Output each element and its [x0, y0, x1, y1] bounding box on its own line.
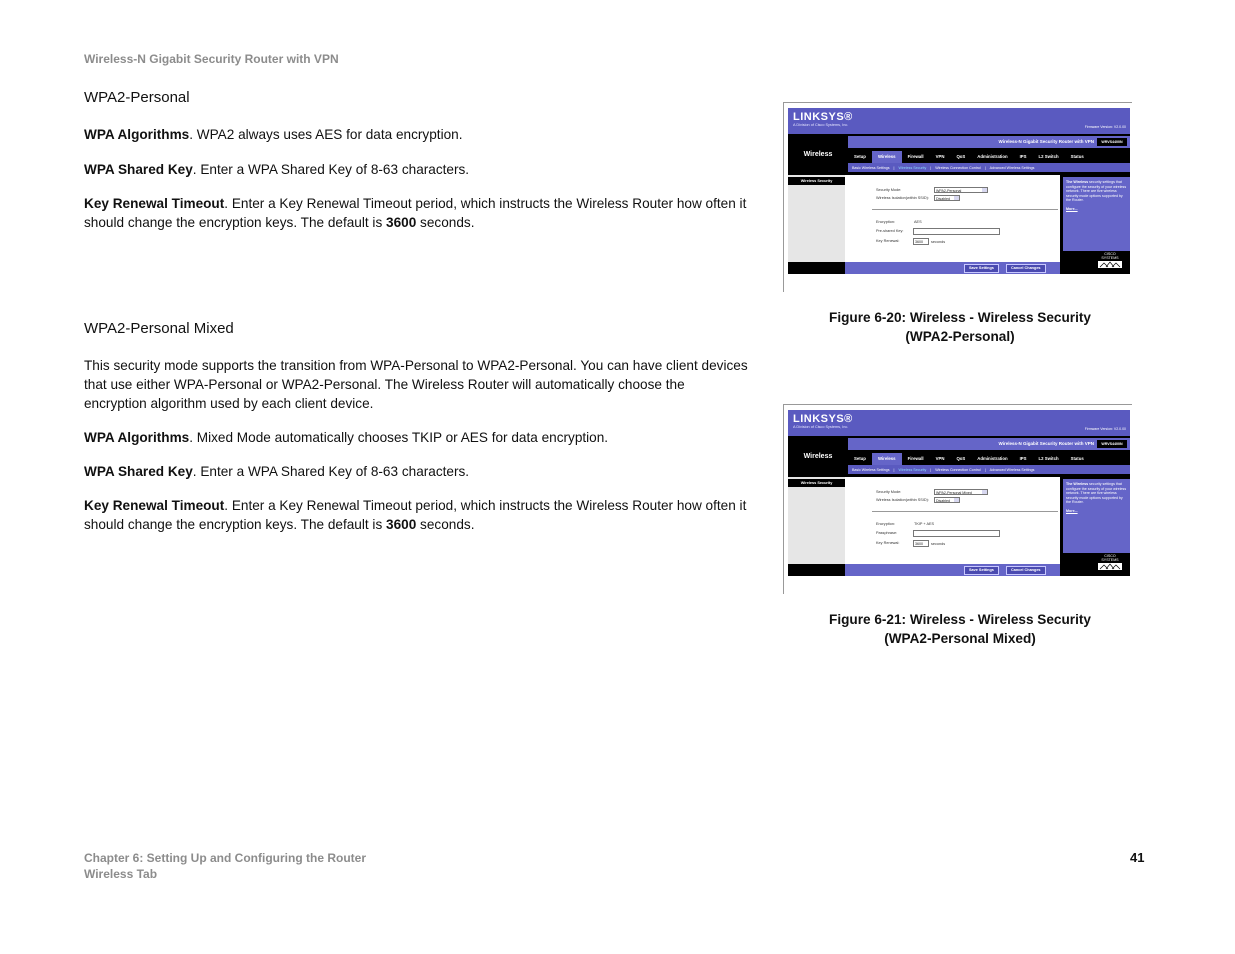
paragraph-intro: This security mode supports the transition from WPA-Personal to WPA2-Personal. You can have client devices that use either WPA-Personal or WPA2-Personal. The Wireless Router will automatically choose the encryption algorithm used by each client device. — [84, 358, 748, 411]
figure-caption-6-21 — [810, 610, 1110, 648]
cisco-logo — [1096, 252, 1124, 268]
section-label: Wireless — [803, 453, 833, 460]
page-number: 41 — [1130, 850, 1145, 865]
cisco-label: CISCO SYSTEMS — [1101, 252, 1119, 260]
firmware-version: Firmware Version: V2.0.00 — [1084, 427, 1126, 431]
separator: | — [893, 165, 895, 170]
paragraph-text: . Enter a Key Renewal Timeout period, which instructs the Wireless Router how often it should change the encryption keys. The default is — [84, 498, 747, 532]
encryption-label: Encryption: — [876, 220, 895, 224]
tab-setup[interactable]: Setup — [854, 456, 866, 461]
paragraph-wpa-algorithms — [84, 125, 749, 144]
help-text: security settings that configure the security of your wireless network. There are five wireless security mode options supported by the Router. — [1066, 482, 1127, 505]
save-settings-button[interactable]: Save Settings — [964, 264, 999, 273]
tab-administration[interactable]: Administration — [977, 456, 1008, 461]
figure-caption-6-20 — [810, 308, 1110, 346]
passphrase-input[interactable] — [913, 530, 1000, 537]
key-renewal-label: Key Renewal: — [876, 541, 900, 545]
term: Key Renewal Timeout — [84, 498, 225, 513]
paragraph-text: . Enter a WPA Shared Key of 8-63 characters. — [192, 162, 470, 177]
tab-wireless[interactable]: Wireless — [872, 453, 902, 465]
caption-line: (WPA2-Personal) — [905, 329, 1015, 344]
default-value: 3600 — [386, 215, 417, 230]
caption-line: (WPA2-Personal Mixed) — [884, 631, 1036, 646]
footer — [84, 850, 366, 882]
subtab-basic-wireless[interactable]: Basic Wireless Settings — [852, 165, 890, 170]
isolation-select[interactable]: Disabled — [934, 497, 960, 503]
sub-tabs — [848, 465, 1130, 474]
separator: | — [930, 467, 932, 472]
tab-setup[interactable]: Setup — [854, 154, 866, 159]
help-panel — [1063, 479, 1130, 553]
tab-status[interactable]: Status — [1070, 154, 1084, 159]
passphrase-label: Passphrase: — [876, 531, 898, 535]
help-more-link[interactable]: More... — [1066, 206, 1078, 211]
router-ui-screenshot — [788, 410, 1130, 576]
tab-ips[interactable]: IPS — [1019, 456, 1027, 461]
section-title-wpa2-personal-mixed: WPA2-Personal Mixed — [84, 320, 234, 337]
isolation-label: Wireless Isolation(within SSID): — [876, 196, 929, 200]
help-panel — [1063, 177, 1130, 251]
cisco-bridge-icon — [1098, 563, 1122, 570]
separator: | — [984, 165, 986, 170]
paragraph-text: seconds. — [416, 517, 475, 532]
paragraph-key-renewal — [84, 194, 749, 232]
paragraph-text: . Enter a Key Renewal Timeout period, which instructs the Wireless Router how often it should change the encryption keys. The default is — [84, 196, 747, 230]
left-column — [788, 175, 845, 262]
cancel-changes-button[interactable]: Cancel Changes — [1006, 566, 1046, 575]
help-title: The Wireless — [1066, 180, 1089, 184]
help-text: security settings that configure the security of your wireless network. There are five wireless security mode options supported by the Router. — [1066, 180, 1127, 203]
tab-firewall[interactable]: Firewall — [907, 154, 924, 159]
left-column — [788, 477, 845, 564]
caption-line: Figure 6-20: Wireless - Wireless Security — [829, 310, 1091, 325]
subtab-wireless-security[interactable]: Wireless Security — [898, 467, 927, 472]
term: Key Renewal Timeout — [84, 196, 225, 211]
footer-chapter: Chapter 6: Setting Up and Configuring the Router — [84, 851, 366, 865]
subtab-wireless-security[interactable]: Wireless Security — [898, 165, 927, 170]
encryption-value: AES — [914, 220, 922, 224]
paragraph-wpa-algorithms — [84, 428, 749, 447]
save-settings-button[interactable]: Save Settings — [964, 566, 999, 575]
help-more-link[interactable]: More... — [1066, 508, 1078, 513]
paragraph-text: . Enter a WPA Shared Key of 8-63 characters. — [192, 464, 470, 479]
tab-vpn[interactable]: VPN — [935, 154, 945, 159]
model-number: WRVS4400N — [1097, 138, 1127, 146]
tab-vpn[interactable]: VPN — [935, 456, 945, 461]
bottom-left — [788, 262, 845, 274]
term: WPA Algorithms — [84, 430, 190, 445]
divider — [872, 209, 1058, 210]
security-mode-label: Security Mode: — [876, 188, 902, 192]
preshared-key-label: Pre-shared Key: — [876, 229, 904, 233]
tab-status[interactable]: Status — [1070, 456, 1084, 461]
paragraph-wpa-shared-key — [84, 462, 749, 481]
security-mode-select[interactable]: WPA2-Personal — [934, 187, 988, 193]
separator: | — [984, 467, 986, 472]
default-value: 3600 — [386, 517, 417, 532]
term: WPA Shared Key — [84, 162, 193, 177]
key-renewal-input[interactable]: 3600 — [913, 238, 929, 245]
paragraph-key-renewal — [84, 496, 749, 534]
linksys-logo: LINKSYS® — [793, 413, 853, 425]
paragraph-wpa-shared-key — [84, 160, 749, 179]
key-renewal-input[interactable]: 3600 — [913, 540, 929, 547]
router-ui-screenshot — [788, 108, 1130, 274]
paragraph-text: . Mixed Mode automatically chooses TKIP or AES for data encryption. — [189, 430, 609, 445]
term: WPA Algorithms — [84, 127, 190, 142]
firmware-version: Firmware Version: V2.0.00 — [1084, 125, 1126, 129]
tab-l2-switch[interactable]: L2 Switch — [1038, 456, 1059, 461]
security-mode-label: Security Mode: — [876, 490, 902, 494]
product-name: Wireless-N Gigabit Security Router with VPN — [998, 139, 1094, 144]
cisco-label: CISCO SYSTEMS — [1101, 554, 1119, 562]
paragraph-text: seconds. — [416, 215, 475, 230]
key-renewal-unit: seconds — [931, 542, 946, 546]
figure-6-20-screenshot — [783, 102, 1132, 292]
divider — [872, 511, 1058, 512]
subtab-advanced-wireless[interactable]: Advanced Wireless Settings — [989, 165, 1035, 170]
security-mode-select[interactable]: WPA2-Personal Mixed — [934, 489, 988, 495]
key-renewal-unit: seconds — [931, 240, 946, 244]
tab-qos[interactable]: QoS — [956, 154, 966, 159]
main-tabs — [848, 151, 1130, 163]
linksys-logo: LINKSYS® — [793, 111, 853, 123]
model-number: WRVS4400N — [1097, 440, 1127, 448]
caption-line: Figure 6-21: Wireless - Wireless Security — [829, 612, 1091, 627]
section-label: Wireless — [803, 151, 833, 158]
key-renewal-label: Key Renewal: — [876, 239, 900, 243]
tab-administration[interactable]: Administration — [977, 154, 1008, 159]
encryption-value: TKIP + AES — [914, 522, 935, 526]
figure-6-21-screenshot — [783, 404, 1132, 594]
help-title: The Wireless — [1066, 482, 1089, 486]
main-tabs — [848, 453, 1130, 465]
product-name: Wireless-N Gigabit Security Router with VPN — [998, 441, 1094, 446]
separator: | — [893, 467, 895, 472]
tab-qos[interactable]: QoS — [956, 456, 966, 461]
subtab-connection-control[interactable]: Wireless Connection Control — [935, 467, 981, 472]
footer-subsection: Wireless Tab — [84, 867, 158, 881]
tab-firewall[interactable]: Firewall — [907, 456, 924, 461]
left-section-label: Wireless Security — [788, 177, 845, 185]
cisco-bridge-icon — [1098, 261, 1122, 268]
separator: | — [930, 165, 932, 170]
section-title-wpa2-personal: WPA2-Personal — [84, 89, 190, 106]
left-section-label: Wireless Security — [788, 479, 845, 487]
tab-wireless[interactable]: Wireless — [872, 151, 902, 163]
tab-ips[interactable]: IPS — [1019, 154, 1027, 159]
term: WPA Shared Key — [84, 464, 193, 479]
isolation-label: Wireless Isolation(within SSID): — [876, 498, 929, 502]
cisco-logo — [1096, 554, 1124, 570]
subtab-advanced-wireless[interactable]: Advanced Wireless Settings — [989, 467, 1035, 472]
subtab-connection-control[interactable]: Wireless Connection Control — [935, 165, 981, 170]
isolation-select[interactable]: Disabled — [934, 195, 960, 201]
tab-l2-switch[interactable]: L2 Switch — [1038, 154, 1059, 159]
bottom-left — [788, 564, 845, 576]
subtab-basic-wireless[interactable]: Basic Wireless Settings — [852, 467, 890, 472]
paragraph-text: . WPA2 always uses AES for data encryption. — [189, 127, 463, 142]
sub-tabs — [848, 163, 1130, 172]
logo-subtitle: A Division of Cisco Systems, Inc. — [793, 123, 849, 127]
logo-subtitle: A Division of Cisco Systems, Inc. — [793, 425, 849, 429]
running-header: Wireless-N Gigabit Security Router with VPN — [84, 52, 339, 66]
cancel-changes-button[interactable]: Cancel Changes — [1006, 264, 1046, 273]
preshared-key-input[interactable] — [913, 228, 1000, 235]
encryption-label: Encryption: — [876, 522, 895, 526]
